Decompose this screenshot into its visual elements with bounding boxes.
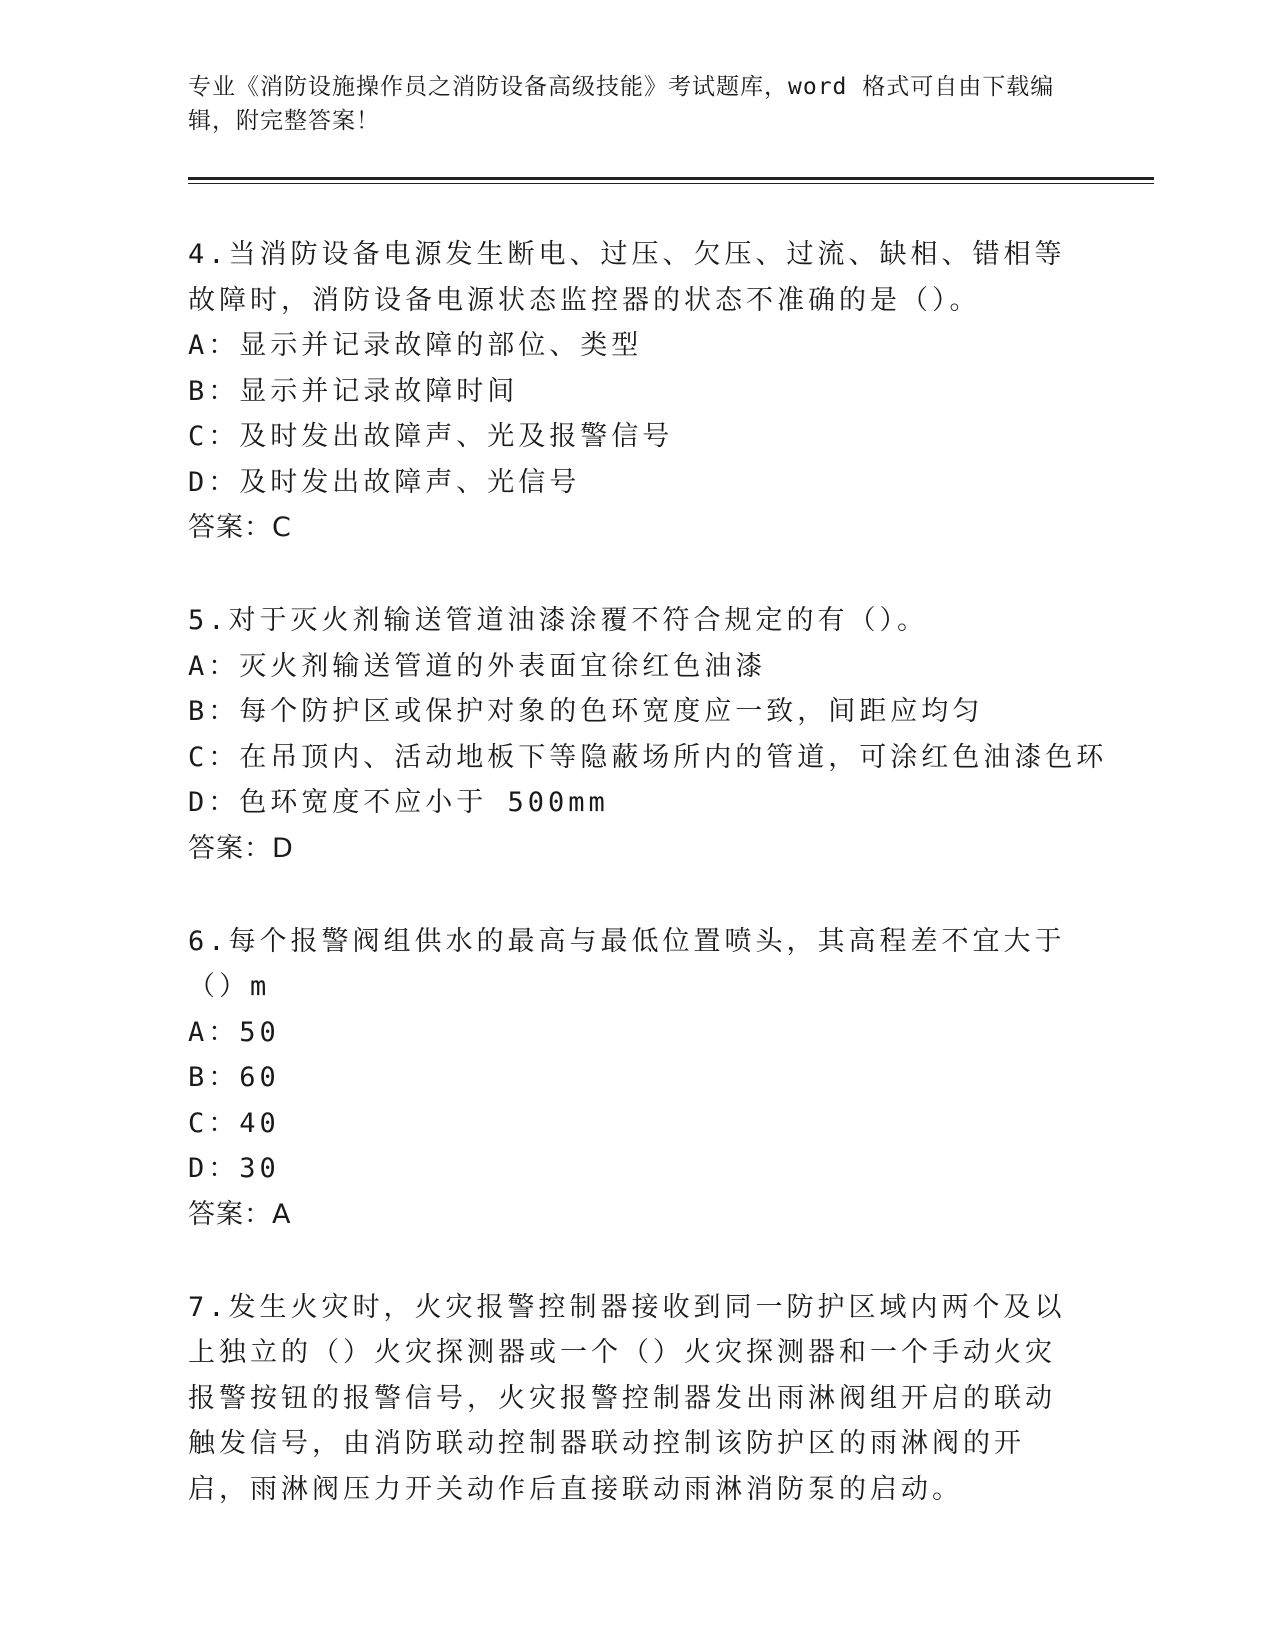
question-stem: 5.对于灭火剂输送管道油漆涂覆不符合规定的有（）。: [188, 605, 929, 636]
question-7: [188, 1285, 1108, 1513]
option-a: A：灭火剂输送管道的外表面宜徐红色油漆: [188, 650, 767, 682]
option-d: D：色环宽度不应小于 500mm: [188, 787, 609, 818]
question-stem: 6.每个报警阀组供水的最高与最低位置喷头，其高程差不宜大于（）m: [188, 925, 1066, 1002]
answer: 答案：D: [188, 832, 294, 864]
question-stem: 7.发生火灾时，火灾报警控制器接收到同一防护区域内两个及以上独立的（）火灾探测器或一个（）火灾探测器和一个手动火灾报警按钮的报警信号，火灾报警控制器发出雨淋阀组开启的联动触发信号，由消防联动控制器联动控制该防护区的雨淋阀的开启，雨淋阀压力开关动作后直接联动雨淋消防泵的启动。: [188, 1291, 1066, 1505]
option-c: C：及时发出故障声、光及报警信号: [188, 421, 674, 452]
question-5: [188, 598, 1108, 872]
option-a: A：显示并记录故障的部位、类型: [188, 330, 643, 361]
header-rule-thin: [188, 183, 1154, 184]
option-b: B：每个防护区或保护对象的色环宽度应一致，间距应均匀: [188, 696, 984, 727]
option-d: D：及时发出故障声、光信号: [188, 466, 581, 498]
question-stem: 4.当消防设备电源发生断电、过压、欠压、过流、缺相、错相等故障时，消防设备电源状态监控器的状态不准确的是（）。: [188, 239, 1066, 316]
option-c: C：在吊顶内、活动地板下等隐蔽场所内的管道，可涂红色油漆色环: [188, 741, 1108, 773]
option-a: A：50: [188, 1016, 280, 1048]
question-6: [188, 919, 1108, 1238]
option-d: D：30: [188, 1153, 280, 1184]
option-b: B：显示并记录故障时间: [188, 375, 519, 407]
question-list: [188, 232, 1108, 1512]
question-4: [188, 232, 1108, 551]
header-rule-thick: [188, 177, 1154, 180]
answer: 答案：C: [188, 512, 292, 543]
option-c: C：40: [188, 1107, 280, 1139]
answer: 答案：A: [188, 1198, 292, 1230]
option-b: B：60: [188, 1062, 280, 1093]
document-header: 专业《消防设施操作员之消防设备高级技能》考试题库，word 格式可自由下载编辑，附完整答案！: [188, 74, 1055, 134]
